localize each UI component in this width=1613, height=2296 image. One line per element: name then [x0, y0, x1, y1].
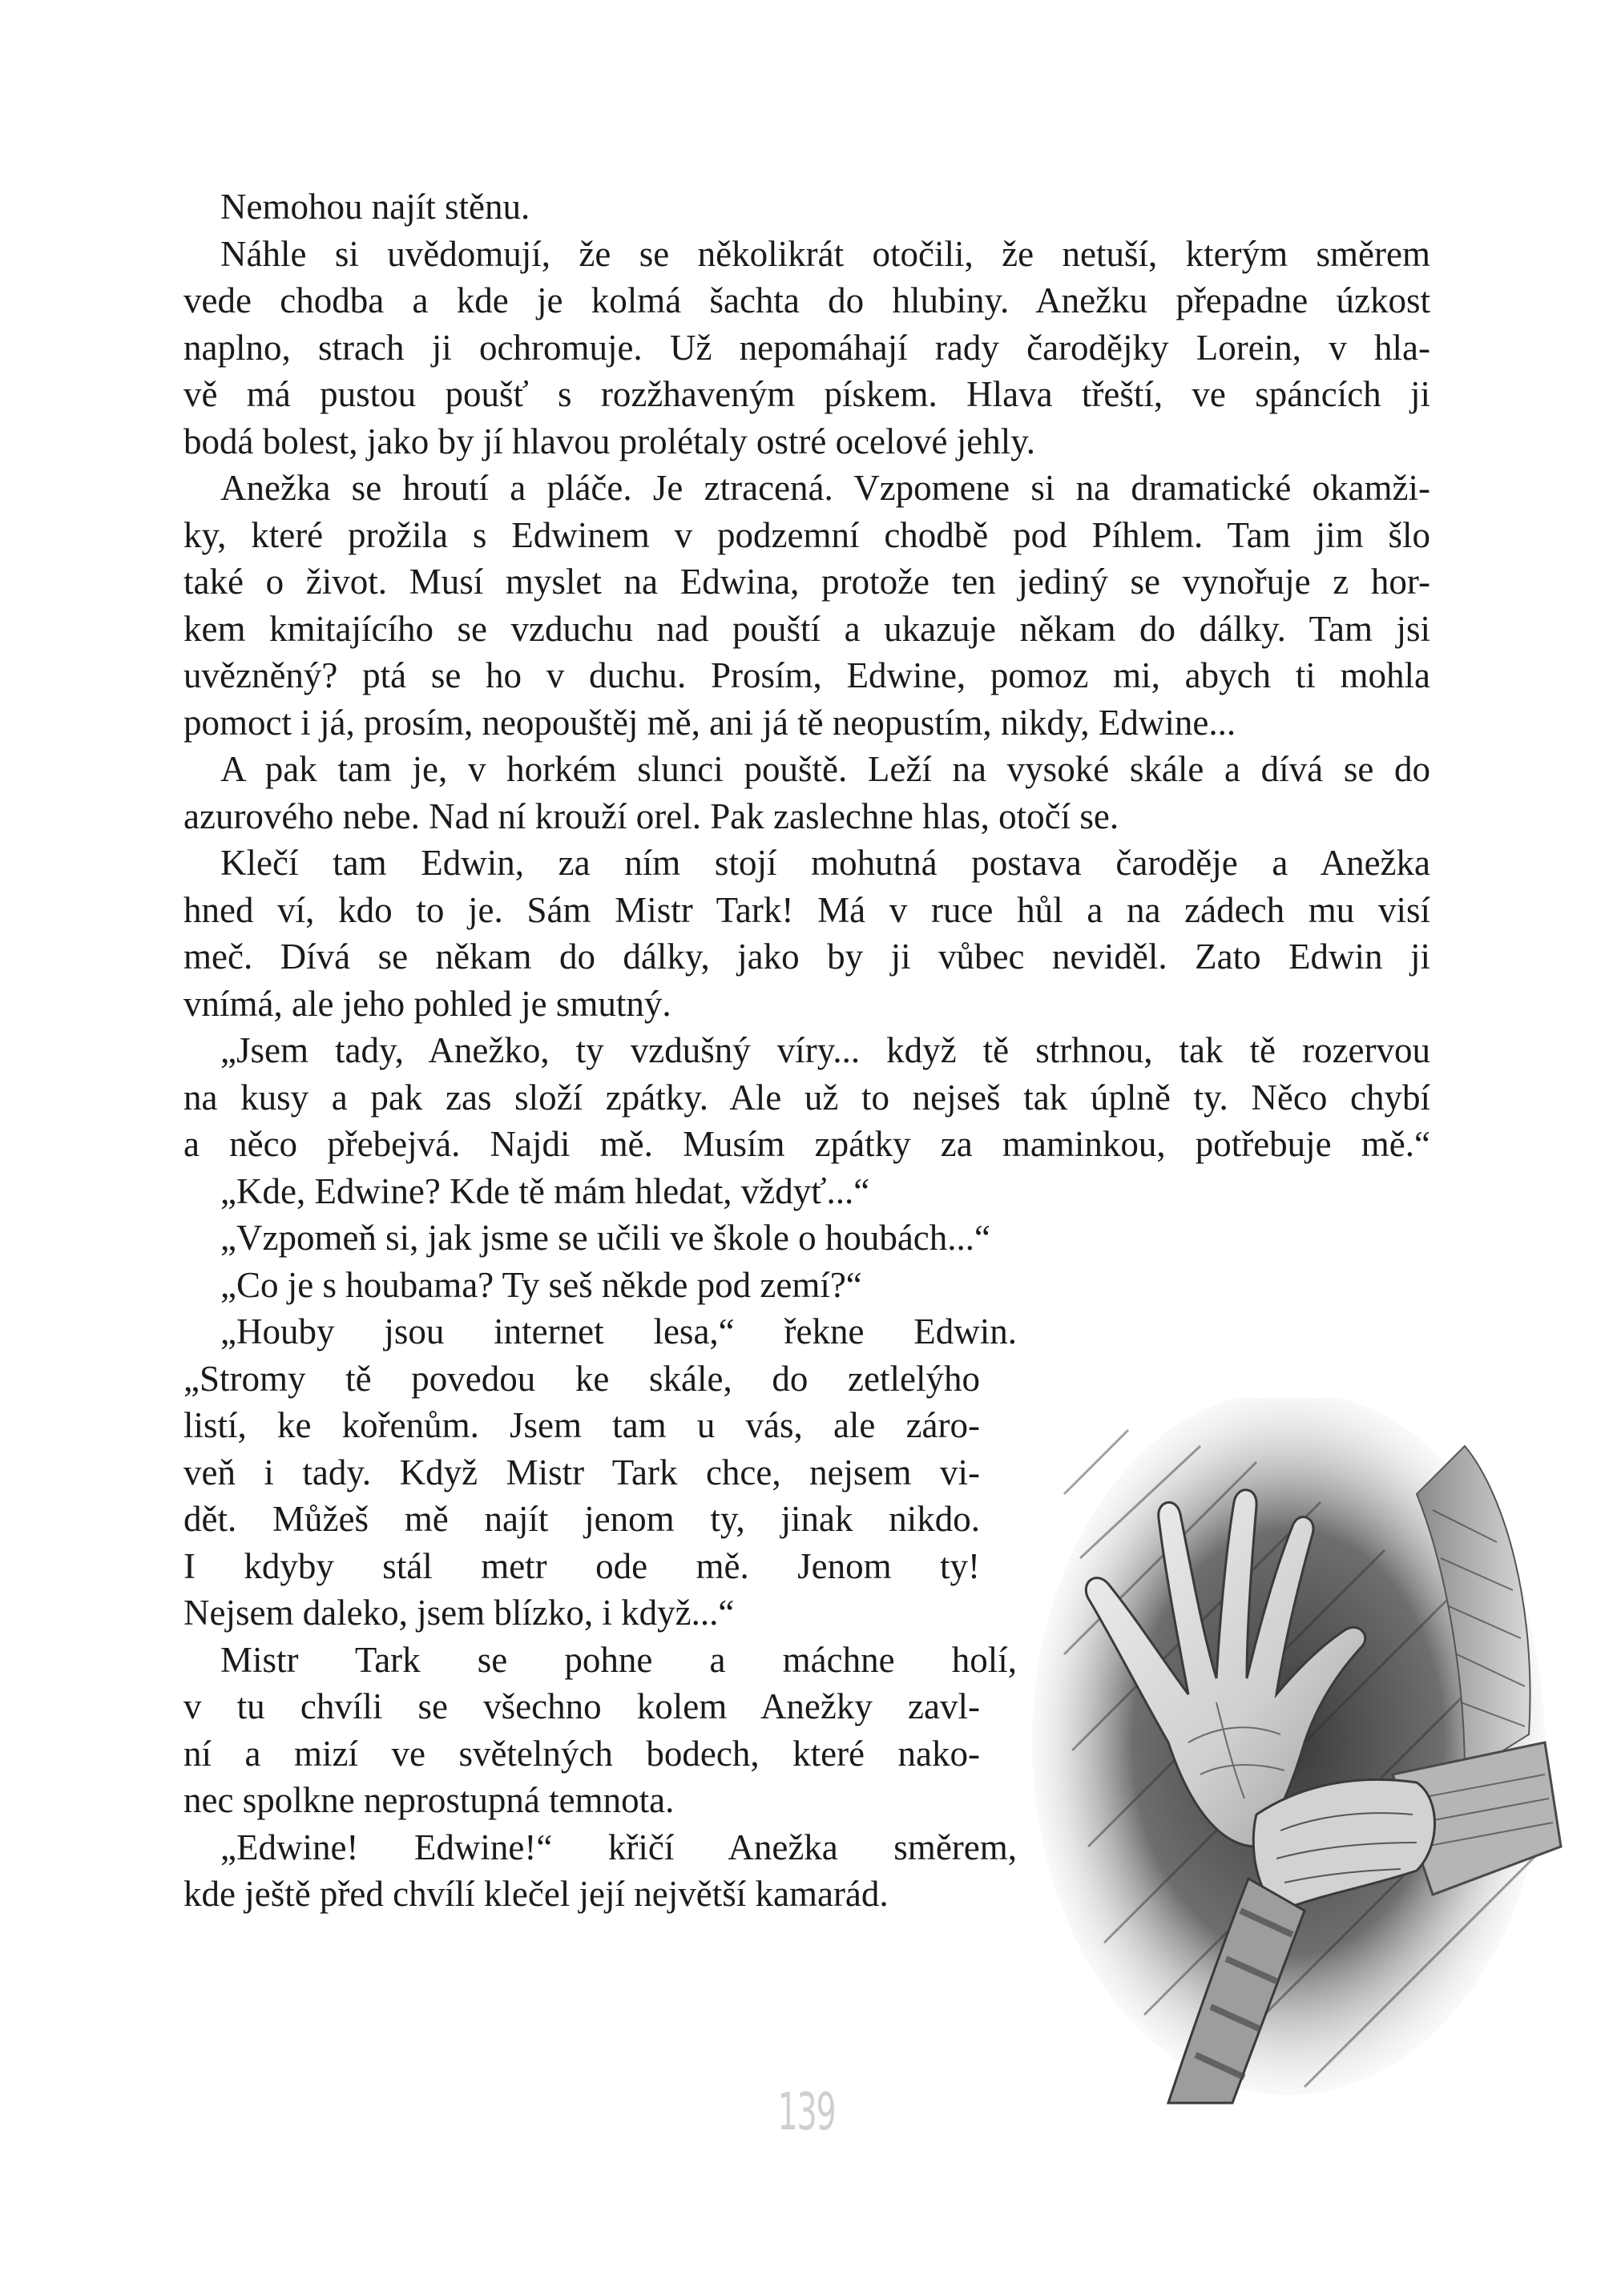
text-line: vě má pustou poušť s rozžhaveným pískem. Hlava třeští, ve spáncích ji [183, 374, 1430, 414]
text-line: Klečí tam Edwin, za ním stojí mohutná postava čaroděje a Anežka [220, 843, 1430, 883]
text-line: vnímá, ale jeho pohled je smutný. [183, 983, 671, 1024]
text-line: uvězněný? ptá se ho v duchu. Prosím, Edwine, pomoz mi, abych ti mohla [183, 655, 1430, 695]
hand-illustration [1016, 1398, 1569, 2111]
text-line: A pak tam je, v horkém slunci pouště. Leží na vysoké skále a dívá se do [220, 749, 1430, 789]
text-line: „Vzpomeň si, jak jsme se učili ve škole o houbách...“ [220, 1218, 990, 1258]
text-line: ní a mizí ve světelných bodech, které nako- [183, 1733, 980, 1774]
text-line: nec spolkne neprostupná temnota. [183, 1780, 675, 1820]
text-line: ky, které prožila s Edwinem v podzemní chodbě pod Píhlem. Tam jim šlo [183, 514, 1430, 555]
text-line: v tu chvíli se všechno kolem Anežky zavl- [183, 1686, 980, 1726]
text-line: Mistr Tark se pohne a máchne holí, [220, 1639, 1017, 1680]
text-line: „Houby jsou internet lesa,“ řekne Edwin. [220, 1311, 1017, 1351]
text-line: „Kde, Edwine? Kde tě mám hledat, vždyť...“ [220, 1170, 870, 1211]
text-line: a něco přebejvá. Najdi mě. Musím zpátky za maminkou, potřebuje mě.“ [183, 1124, 1430, 1164]
text-line: Nemohou najít stěnu. [220, 187, 530, 227]
text-line: naplno, strach ji ochromuje. Už nepomáhají rady čarodějky Lorein, v hla- [183, 327, 1430, 368]
text-line: azurového nebe. Nad ní krouží orel. Pak zaslechne hlas, otočí se. [183, 796, 1119, 836]
text-line: vede chodba a kde je kolmá šachta do hlubiny. Anežku přepadne úzkost [183, 280, 1430, 320]
text-line: hned ví, kdo to je. Sám Mistr Tark! Má v ruce hůl a na zádech mu visí [183, 889, 1430, 930]
text-line: kem kmitajícího se vzduchu nad pouští a ukazuje někam do dálky. Tam jsi [183, 608, 1430, 649]
text-line: také o život. Musí myslet na Edwina, protože ten jediný se vynořuje z hor- [183, 562, 1430, 602]
text-line: „Edwine! Edwine!“ křičí Anežka směrem, [220, 1827, 1017, 1867]
text-line: bodá bolest, jako by jí hlavou prolétaly ostré ocelové jehly. [183, 421, 1036, 461]
text-line: na kusy a pak zas složí zpátky. Ale už to nejseš tak úplně ty. Něco chybí [183, 1077, 1430, 1118]
text-line: veň i tady. Když Mistr Tark chce, nejsem vi- [183, 1452, 980, 1492]
text-line: listí, ke kořenům. Jsem tam u vás, ale záro- [183, 1405, 980, 1445]
text-line: „Jsem tady, Anežko, ty vzdušný víry... když tě strhnou, tak tě rozervou [220, 1030, 1430, 1070]
text-line: Nejsem daleko, jsem blízko, i když...“ [183, 1593, 735, 1633]
text-line: Náhle si uvědomují, že se několikrát otočili, že netuší, kterým směrem [220, 233, 1430, 274]
text-line: pomoct i já, prosím, neopouštěj mě, ani já tě neopustím, nikdy, Edwine... [183, 702, 1236, 743]
text-line: kde ještě před chvílí klečel její největší kamarád. [183, 1874, 889, 1914]
text-line: „Stromy tě povedou ke skále, do zetlelýho [183, 1358, 980, 1399]
text-line: dět. Můžeš mě najít jenom ty, jinak nikdo. [183, 1499, 980, 1539]
text-line: meč. Dívá se někam do dálky, jako by ji vůbec neviděl. Zato Edwin ji [183, 937, 1430, 977]
page-number: 139 [777, 2083, 836, 2142]
text-line: „Co je s houbama? Ty seš někde pod zemí?“ [220, 1264, 862, 1305]
text-line: Anežka se hroutí a pláče. Je ztracená. Vzpomene si na dramatické okamži- [220, 468, 1430, 508]
text-line: I kdyby stál metr ode mě. Jenom ty! [183, 1545, 980, 1586]
